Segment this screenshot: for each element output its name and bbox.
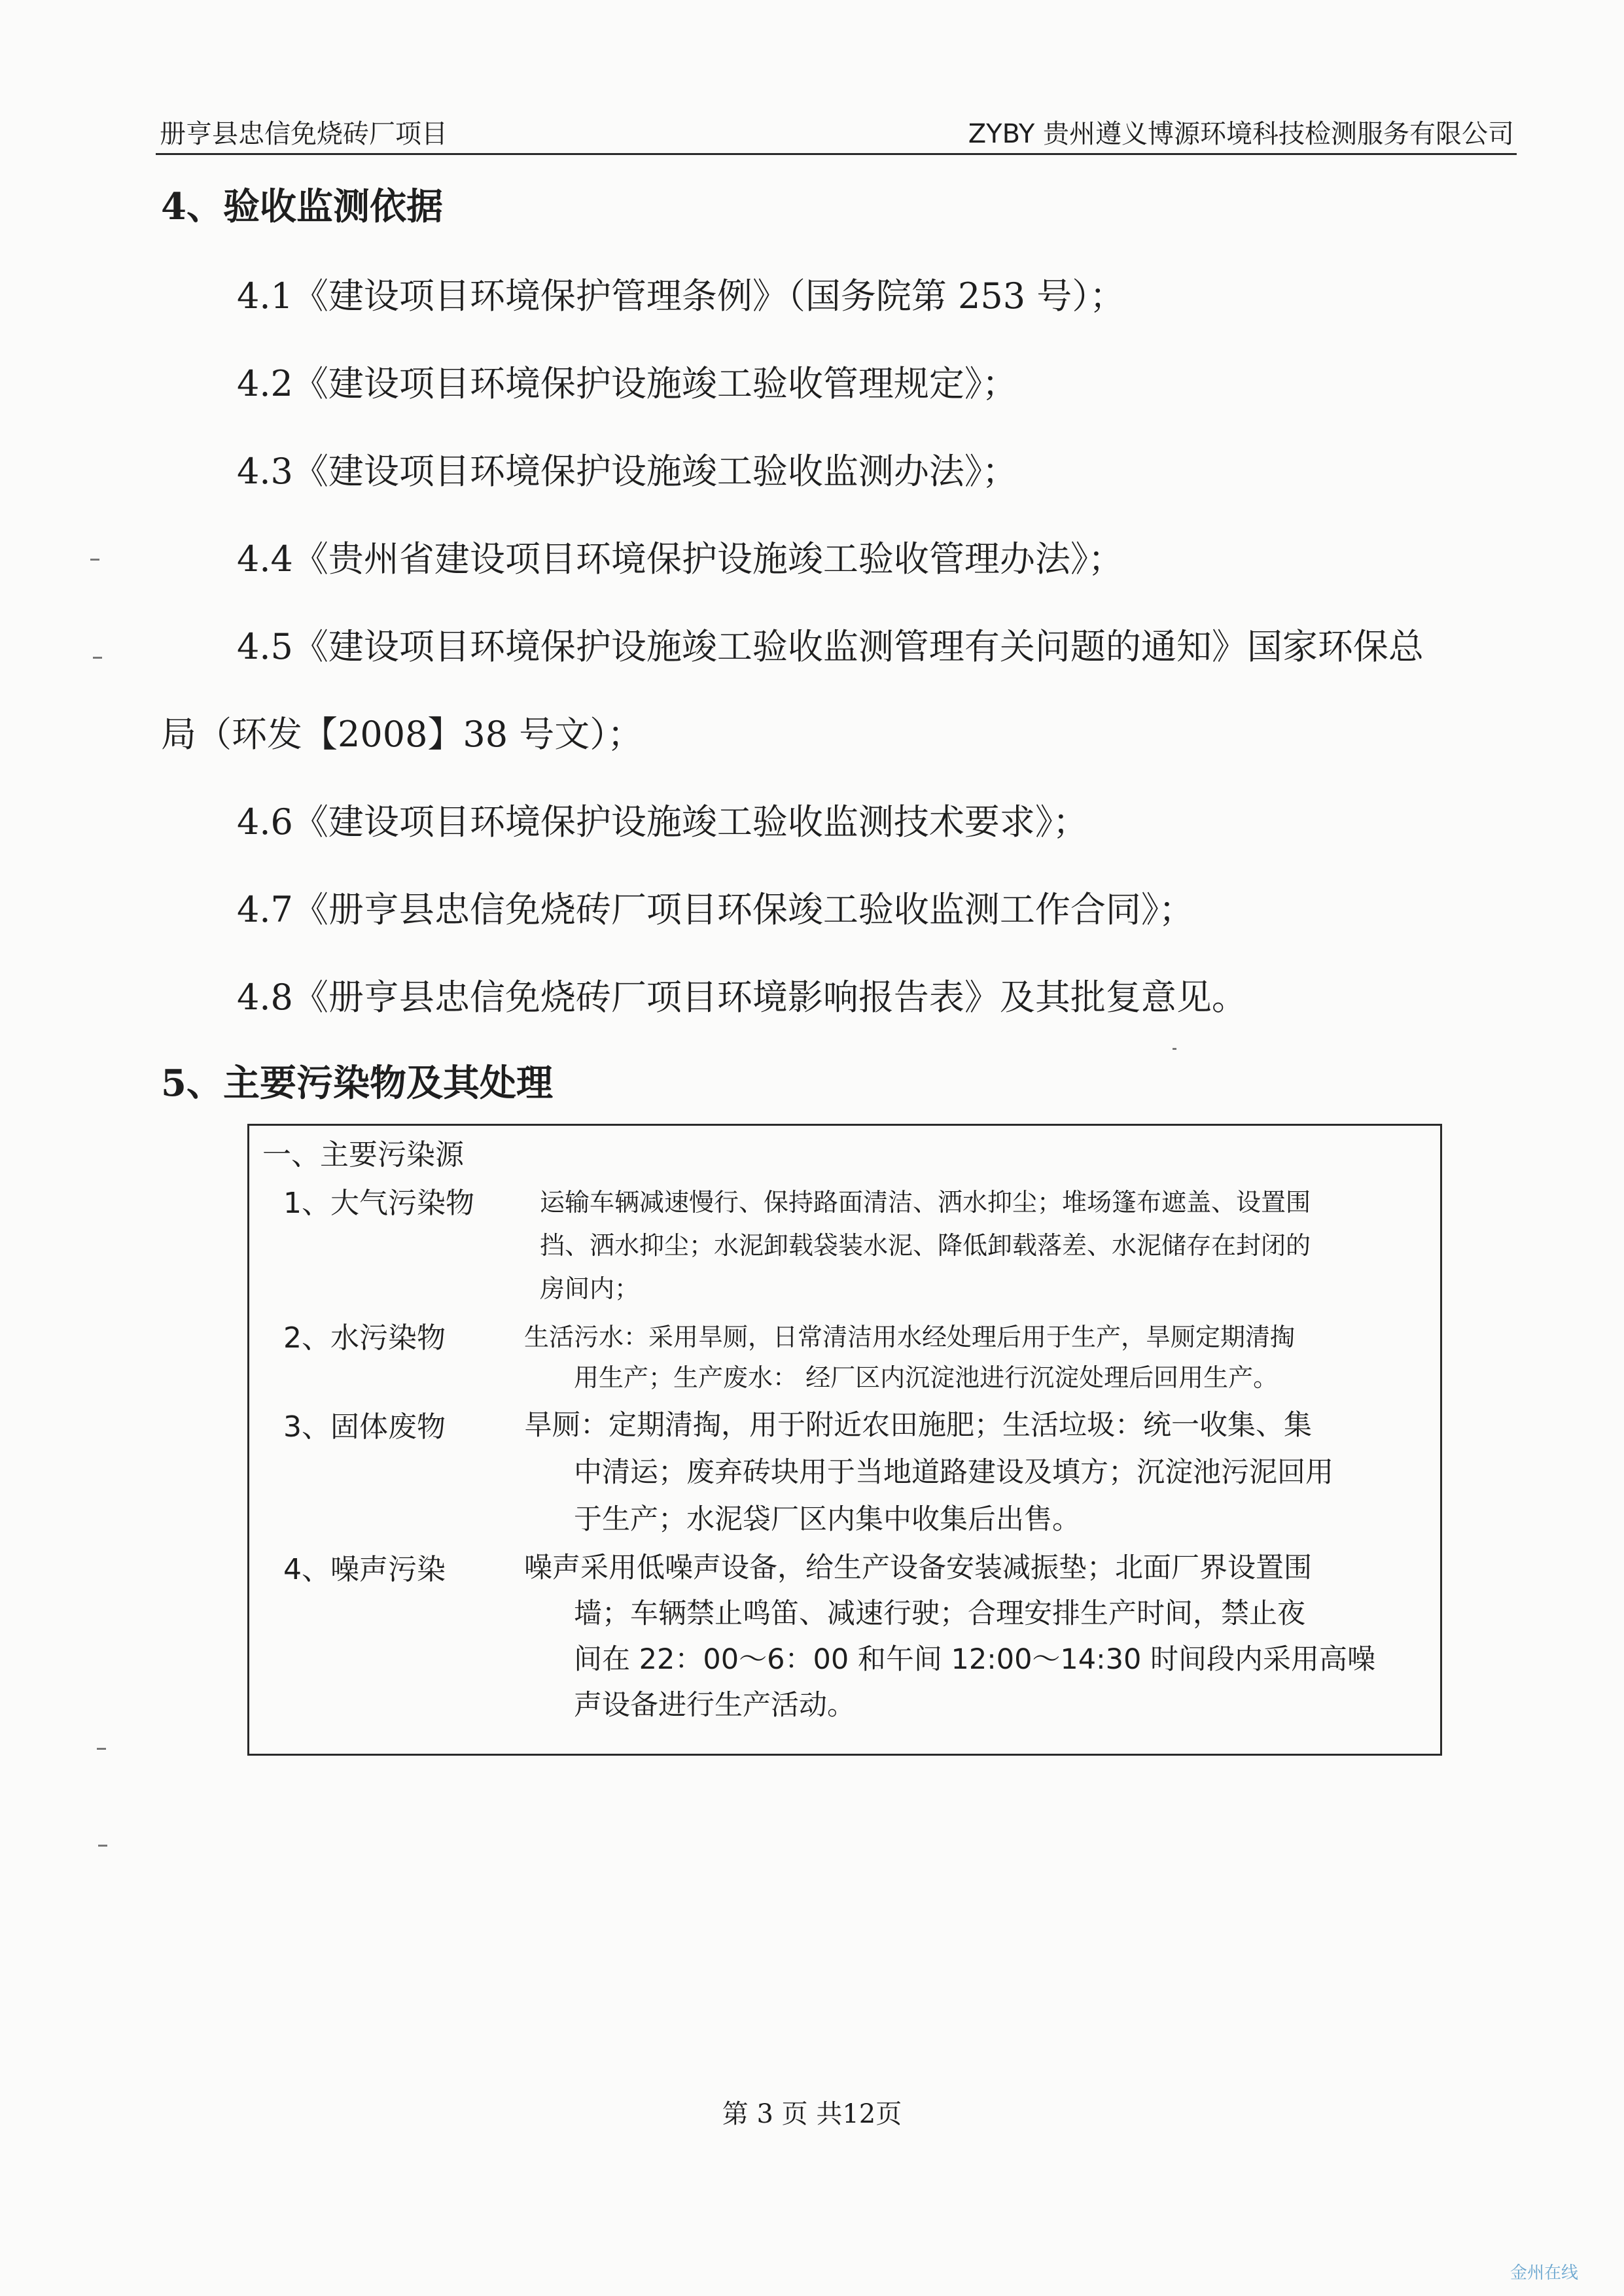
basis-item-4-7: 4.7《册亨县忠信免烧砖厂项目环保竣工验收监测工作合同》；	[237, 889, 1194, 930]
pollutant-text-air-1: 运输车辆减速慢行、保持路面清洁、洒水抑尘；堆场篷布遮盖、设置围	[540, 1188, 1311, 1217]
basis-item-4-5: 4.5《建设项目环境保护设施竣工验收监测管理有关问题的通知》国家环保总	[237, 626, 1424, 667]
pollutant-text-noise-1: 噪声采用低噪声设备，给生产设备安装减振垫；北面厂界设置围	[524, 1552, 1312, 1584]
scan-mark	[93, 657, 102, 659]
header-project-name: 册亨县忠信免烧砖厂项目	[160, 119, 448, 149]
pollutant-label-air: 1、大气污染物	[283, 1187, 474, 1220]
header-company-name: ZYBY 贵州遵义博源环境科技检测服务有限公司	[968, 119, 1514, 149]
pollutant-label-water: 2、水污染物	[283, 1321, 446, 1355]
basis-item-4-3: 4.3《建设项目环境保护设施竣工验收监测办法》；	[237, 451, 1017, 492]
table-title: 一、主要污染源	[262, 1138, 464, 1172]
pollutant-table	[247, 1124, 1442, 1756]
scan-mark	[97, 1748, 106, 1750]
pollutant-text-noise-2: 墙；车辆禁止鸣笛、减速行驶；合理安排生产时间，禁止夜	[574, 1597, 1305, 1630]
pollutant-label-solid: 3、固体废物	[283, 1410, 446, 1444]
pollutant-label-noise: 4、噪声污染	[283, 1553, 446, 1586]
pollutant-text-water-1: 生活污水：采用旱厕，日常清洁用水经处理后用于生产，旱厕定期清掏	[524, 1323, 1296, 1351]
page-header	[156, 114, 1517, 155]
pollutant-text-noise-4: 声设备进行生产活动。	[574, 1689, 855, 1722]
pollutant-text-solid-3: 于生产；水泥袋厂区内集中收集后出售。	[574, 1503, 1080, 1536]
pollutant-text-solid-2: 中清运；废弃砖块用于当地道路建设及填方；沉淀池污泥回用	[574, 1456, 1333, 1489]
basis-item-4-2: 4.2《建设项目环境保护设施竣工验收管理规定》；	[237, 363, 1017, 404]
pollutant-text-air-3: 房间内；	[540, 1274, 640, 1303]
basis-item-4-8: 4.8《册亨县忠信免烧砖厂项目环境影响报告表》及其批复意见。	[237, 977, 1247, 1018]
scan-mark	[1173, 1048, 1176, 1050]
page-footer: 第 3 页 共12页	[722, 2099, 902, 2129]
basis-item-4-4: 4.4《贵州省建设项目环境保护设施竣工验收管理办法》；	[237, 538, 1123, 580]
pollutant-text-solid-1: 旱厕：定期清掏，用于附近农田施肥；生活垃圾：统一收集、集	[524, 1409, 1312, 1442]
section-5-title: 5、主要污染物及其处理	[161, 1062, 553, 1105]
basis-item-4-1: 4.1《建设项目环境保护管理条例》（国务院第 253 号）；	[237, 275, 1125, 317]
scan-mark	[98, 1845, 107, 1847]
pollutant-text-noise-3: 间在 22：00～6：00 和午间 12:00～14:30 时间段内采用高噪	[574, 1643, 1376, 1676]
watermark: 金州在线	[1509, 2263, 1578, 2283]
section-4-title: 4、验收监测依据	[161, 185, 443, 228]
basis-item-4-5-continued: 局（环发【2008】38 号文）；	[161, 714, 643, 755]
basis-item-4-6: 4.6《建设项目环境保护设施竣工验收监测技术要求》；	[237, 801, 1088, 843]
pollutant-text-water-2: 用生产；生产废水： 经厂区内沉淀池进行沉淀处理后回用生产。	[574, 1363, 1279, 1392]
scan-mark	[90, 559, 99, 561]
pollutant-text-air-2: 挡、洒水抑尘；水泥卸载袋装水泥、降低卸载落差、水泥储存在封闭的	[540, 1231, 1311, 1260]
